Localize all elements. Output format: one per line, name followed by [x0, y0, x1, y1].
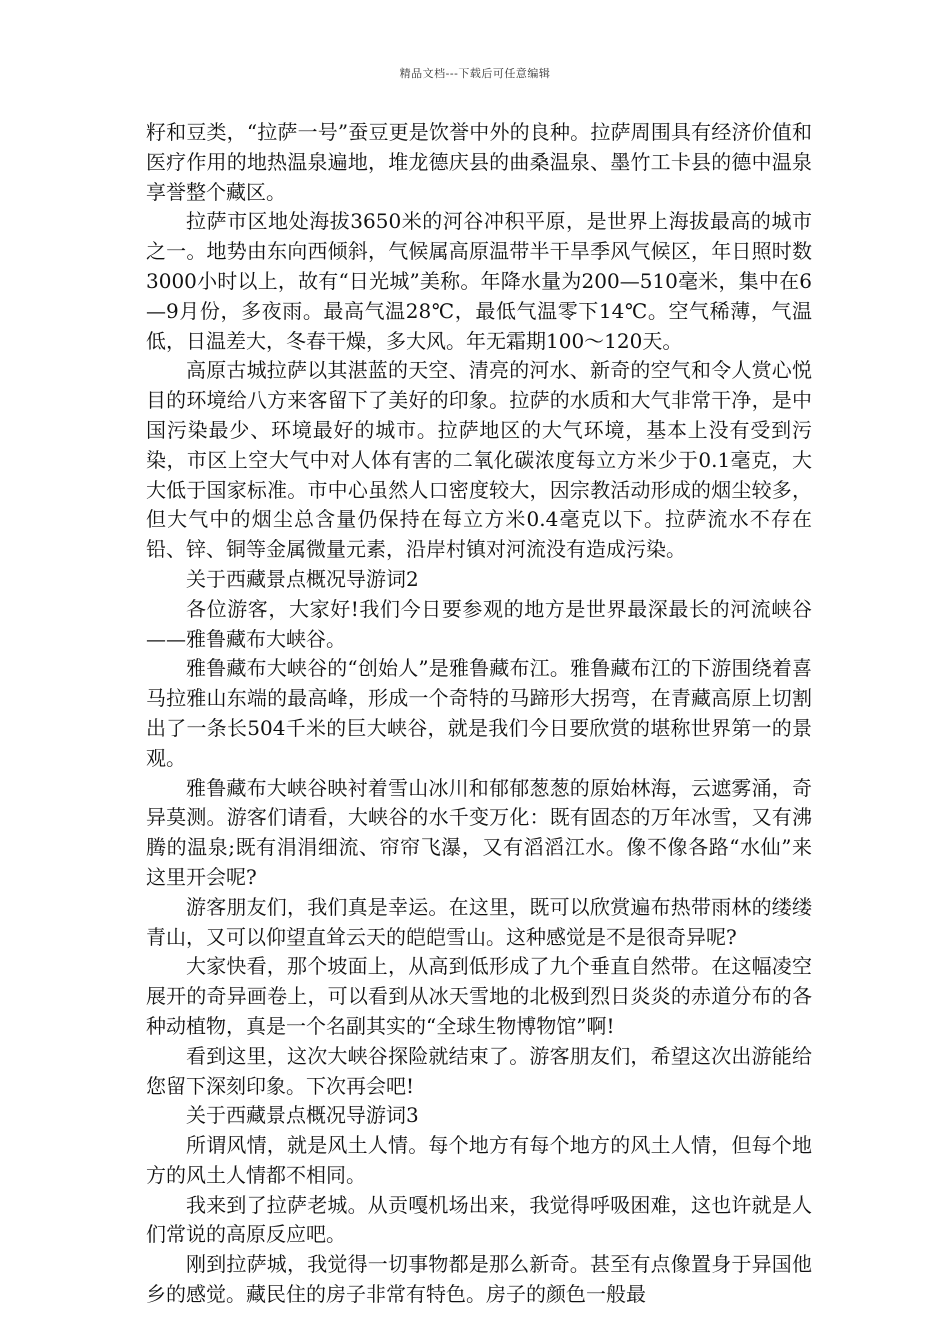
- document-body: [146, 118, 812, 1310]
- section-heading: 关于西藏景点概况导游词2: [186, 566, 419, 591]
- paragraph: 高原古城拉萨以其湛蓝的天空、清亮的河水、新奇的空气和令人赏心悦目的环境给八方来客留下了美好的印象。拉萨的水质和大气非常干净，是中国污染最少、环境最好的城市。拉萨地区的大气环境，基本上没有受到污染，市区上空大气中对人体有害的二氧化碳浓度每立方米少于0.1毫克，大大低于国家标准。市中心虽然人口密度较大，因宗教活动形成的烟尘较多，但大气中的烟尘总含量仍保持在每立方米0.4毫克以下。拉萨流水不存在铅、锌、铜等金属微量元素，沿岸村镇对河流没有造成污染。: [146, 358, 812, 562]
- paragraph: 看到这里，这次大峡谷探险就结束了。游客朋友们，希望这次出游能给您留下深刻印象。下次再会吧!: [146, 1043, 812, 1098]
- paragraph: 大家快看，那个坡面上，从高到低形成了九个垂直自然带。在这幅凌空展开的奇异画卷上，可以看到从冰天雪地的北极到烈日炎炎的赤道分布的各种动植物，真是一个名副其实的“全球生物博物馆”啊!: [146, 954, 812, 1038]
- paragraph: 刚到拉萨城，我觉得一切事物都是那么新奇。甚至有点像置身于异国他乡的感觉。藏民住的房子非常有特色。房子的颜色一般最: [146, 1252, 812, 1307]
- paragraph: 我来到了拉萨老城。从贡嘎机场出来，我觉得呼吸困难，这也许就是人们常说的高原反应吧。: [146, 1192, 812, 1247]
- paragraph: 雅鲁藏布大峡谷映衬着雪山冰川和郁郁葱葱的原始林海，云遮雾涌，奇异莫测。游客们请看，大峡谷的水千变万化：既有固态的万年冰雪，又有沸腾的温泉;既有涓涓细流、帘帘飞瀑，又有滔滔江水。像不像各路“水仙”来这里开会呢?: [146, 775, 812, 889]
- page-header: 精品文档---下载后可任意编辑: [399, 67, 551, 80]
- paragraph: 拉萨市区地处海拔3650米的河谷冲积平原，是世界上海拔最高的城市之一。地势由东向西倾斜，气候属高原温带半干旱季风气候区，年日照时数3000小时以上，故有“日光城”美称。年降水量为200—510毫米，集中在6—9月份，多夜雨。最高气温28℃，最低气温零下14℃。空气稀薄，气温低，日温差大，冬春干燥，多大风。年无霜期100～120天。: [146, 209, 812, 353]
- paragraph: 各位游客，大家好!我们今日要参观的地方是世界最深最长的河流峡谷——雅鲁藏布大峡谷。: [146, 596, 812, 651]
- paragraph: 所谓风情，就是风土人情。每个地方有每个地方的风土人情，但每个地方的风土人情都不相同。: [146, 1133, 812, 1187]
- section-heading: 关于西藏景点概况导游词3: [186, 1103, 419, 1128]
- paragraph: 游客朋友们，我们真是幸运。在这里，既可以欣赏遍布热带雨林的缕缕青山，又可以仰望直耸云天的皑皑雪山。这种感觉是不是很奇异呢?: [146, 894, 812, 949]
- paragraph: 籽和豆类，“拉萨一号”蚕豆更是饮誉中外的良种。拉萨周围具有经济价值和医疗作用的地热温泉遍地，堆龙德庆县的曲桑温泉、墨竹工卡县的德中温泉享誉整个藏区。: [146, 120, 812, 204]
- paragraph: 雅鲁藏布大峡谷的“创始人”是雅鲁藏布江。雅鲁藏布江的下游围绕着喜马拉雅山东端的最高峰，形成一个奇特的马蹄形大拐弯，在青藏高原上切割出了一条长504千米的巨大峡谷，就是我们今日要欣赏的堪称世界第一的景观。: [146, 656, 812, 770]
